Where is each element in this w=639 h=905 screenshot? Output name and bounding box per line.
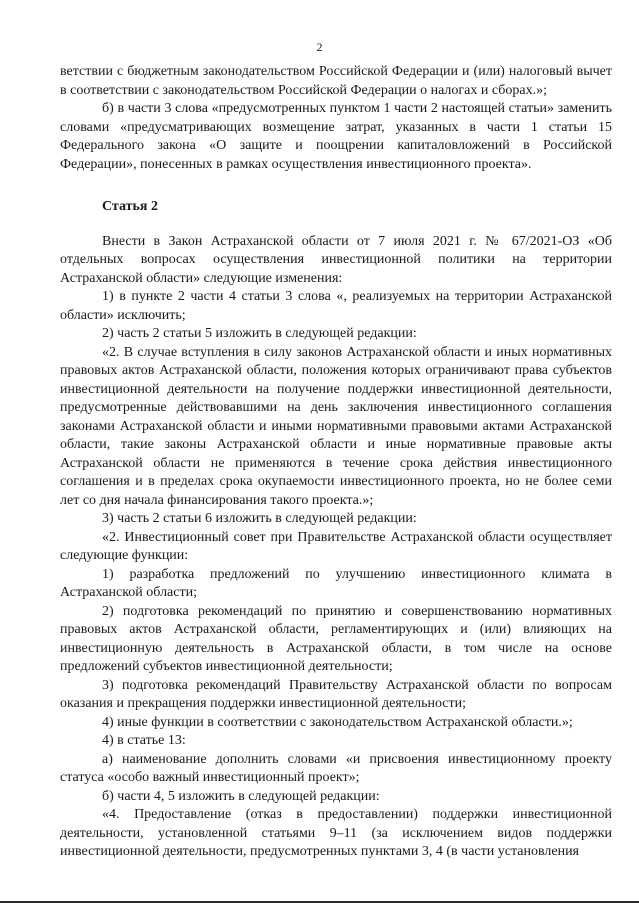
paragraph: «2. В случае вступления в силу законов Астраханской области и иных нормативных правовых актов Астраханской области, положения которых ограничивают права субъектов инвестиционной деятельности на получение поддержки инвестиционной деятельности, предусмотренные действовавшими на день заключения инвестиционного соглашения законами Астраханской области и иными нормативными правовыми актами Астраханской области, такие законы Астраханской области и иные нормативные правовые акты Астраханской области не применяются в течение срока действия инвестиционного соглашения и в пределах срока окупаемости инвестиционного проекта, но не более семи лет со дня начала финансирования такого проекта.»; [60, 344, 612, 508]
document-body [60, 63, 612, 862]
bottom-divider [0, 901, 639, 903]
paragraph: 1) разработка предложений по улучшению инвестиционного климата в Астраханской области; [60, 566, 612, 600]
paragraph: 3) часть 2 статьи 6 изложить в следующей редакции: [102, 511, 417, 526]
paragraph: 1) в пункте 2 части 4 статьи 3 слова «, реализуемых на территории Астраханской области» исключить; [60, 289, 612, 323]
paragraph: «4. Предоставление (отказ в предоставлении) поддержки инвестиционной деятельности, установленной статьями 9–11 (за исключением видов поддержки инвестиционной деятельности, предусмотренных пунктами 3, 4 (в части установления [60, 807, 612, 859]
page-number: 2 [316, 40, 323, 54]
paragraph: «2. Инвестиционный совет при Правительстве Астраханской области осуществляет следующие функции: [60, 529, 612, 563]
paragraph: 4) в статье 13: [102, 733, 186, 748]
paragraph: а) наименование дополнить словами «и присвоения инвестиционному проекту статуса «особо важный инвестиционный проект»; [60, 751, 612, 785]
paragraph: Внести в Закон Астраханской области от 7 июля 2021 г. № 67/2021-ОЗ «Об отдельных вопросах осуществления инвестиционной политики на территории Астраханской области» следующие изменения: [60, 233, 612, 286]
paragraph: б) в части 3 слова «предусмотренных пунктом 1 части 2 настоящей статьи» заменить словами «предусматривающих возмещение затрат, указанных в части 1 статьи 15 Федерального закона «О защите и поощрении капиталовложений в Российской Федерации», понесенных в рамках осуществления инвестиционного проекта». [60, 101, 612, 172]
paragraph: 2) подготовка рекомендаций по принятию и совершенствованию нормативных правовых актов Астраханской области, регламентирующих и (или) влияющих на инвестиционную деятельность в Астраханской области, в том числе на основе предложений субъектов инвестиционной деятельности; [60, 603, 612, 674]
paragraph-continuation: ветствии с бюджетным законодательством Российской Федерации и (или) налоговый вычет в соответствии с законодательством Российской Федерации о налогах и сборах.»; [60, 64, 612, 98]
paragraph: 2) часть 2 статьи 5 изложить в следующей редакции: [102, 326, 417, 341]
article-heading: Статья 2 [102, 199, 158, 214]
paragraph: 4) иные функции в соответствии с законодательством Астраханской области.»; [102, 714, 573, 730]
paragraph: б) части 4, 5 изложить в следующей редакции: [102, 788, 380, 804]
paragraph: 3) подготовка рекомендаций Правительству Астраханской области по вопросам оказания и прекращения поддержки инвестиционной деятельности; [60, 677, 612, 711]
